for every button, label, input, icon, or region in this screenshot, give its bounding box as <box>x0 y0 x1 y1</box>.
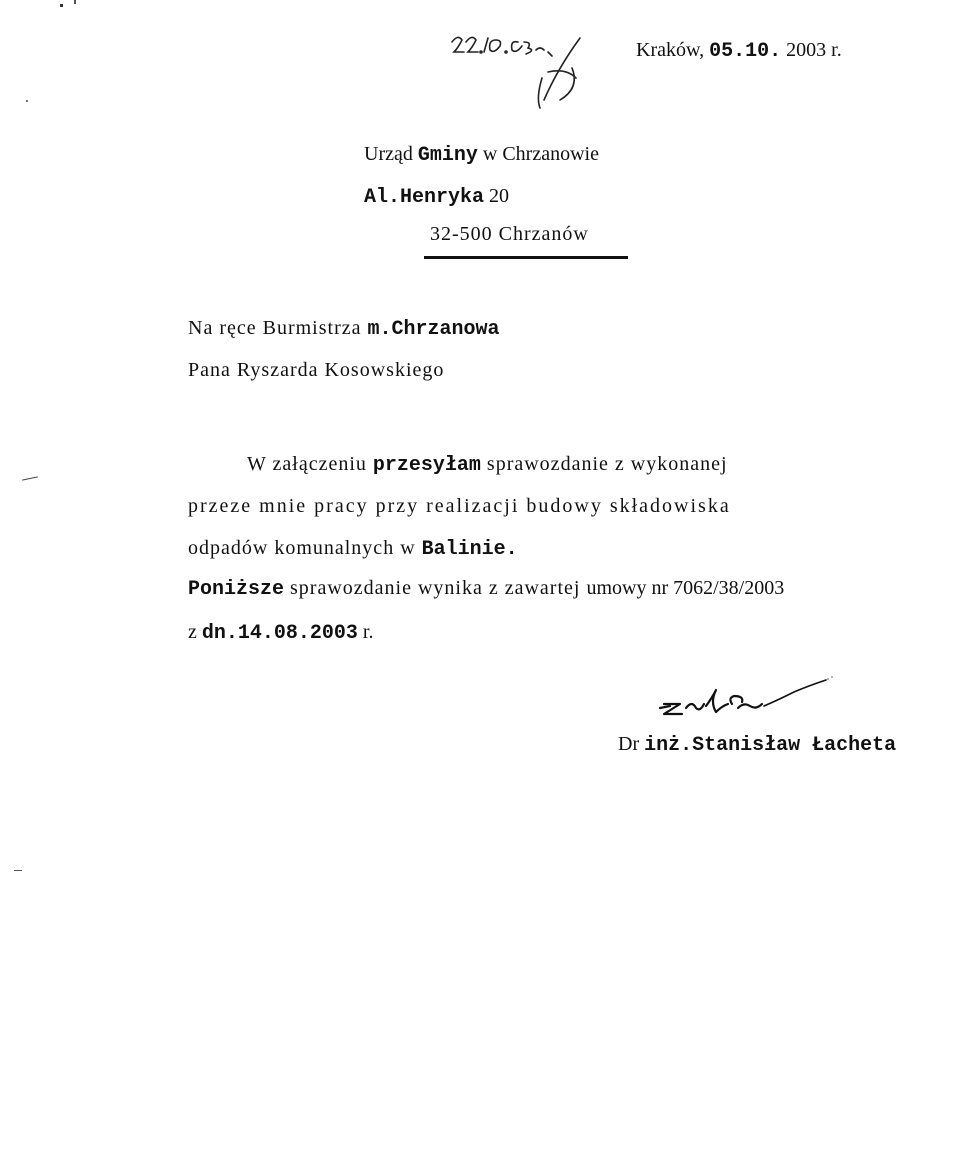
handwritten-date-annotation <box>448 28 608 118</box>
signature-full-name: inż.Stanisław Łacheta <box>644 734 897 757</box>
attention-line-1 <box>188 316 500 342</box>
signature-name <box>618 732 896 758</box>
attention-line-2: Pana Ryszarda Kosowskiego <box>188 359 445 381</box>
body-5-prefix: z <box>188 621 197 643</box>
scan-mark <box>22 476 38 480</box>
scan-speck <box>60 4 63 7</box>
body-line-5 <box>188 620 373 646</box>
body-1-bold: przesyłam <box>372 454 481 477</box>
body-line-4 <box>188 576 784 602</box>
office-prefix: Urząd <box>364 143 413 165</box>
scan-speck <box>74 0 76 4</box>
attention-prefix: Na ręce Burmistrza <box>188 317 362 339</box>
city-label: Kraków, <box>636 39 705 61</box>
body-3-bold: Balinie. <box>421 538 518 561</box>
body-line-2: przeze mnie pracy przy realizacji budowy składowiska <box>188 495 731 517</box>
body-line-3 <box>188 536 518 562</box>
street-number: 20 <box>489 185 510 207</box>
body-1-prefix: W załączeniu <box>247 453 367 475</box>
body-4-bold: Poniższe <box>188 578 285 601</box>
signature-title: Dr <box>618 733 640 755</box>
body-5-bold: dn.14.08.2003 <box>201 622 358 645</box>
office-bold: Gminy <box>417 144 478 167</box>
body-5-suffix: r. <box>362 621 374 643</box>
year-label: 2003 r. <box>786 39 842 61</box>
recipient-office <box>364 142 599 168</box>
handwritten-signature <box>658 674 838 724</box>
recipient-underline <box>424 256 628 259</box>
office-suffix: w Chrzanowie <box>482 143 599 165</box>
place-date-line <box>636 38 842 64</box>
body-line-1 <box>247 452 728 478</box>
body-4-suffix: umowy nr 7062/38/2003 <box>586 577 785 599</box>
street-name: Al.Henryka <box>364 186 485 209</box>
date-value: 05.10. <box>709 40 782 63</box>
attention-bold: m.Chrzanowa <box>367 318 500 341</box>
scan-speck <box>26 100 28 102</box>
body-1-suffix: sprawozdanie z wykonanej <box>486 453 728 475</box>
scan-mark <box>14 870 22 871</box>
body-3-prefix: odpadów komunalnych w <box>188 537 416 559</box>
body-4-middle: sprawozdanie wynika z zawartej <box>290 577 581 599</box>
recipient-street <box>364 184 509 210</box>
recipient-postal-city: 32-500 Chrzanów <box>430 223 589 245</box>
